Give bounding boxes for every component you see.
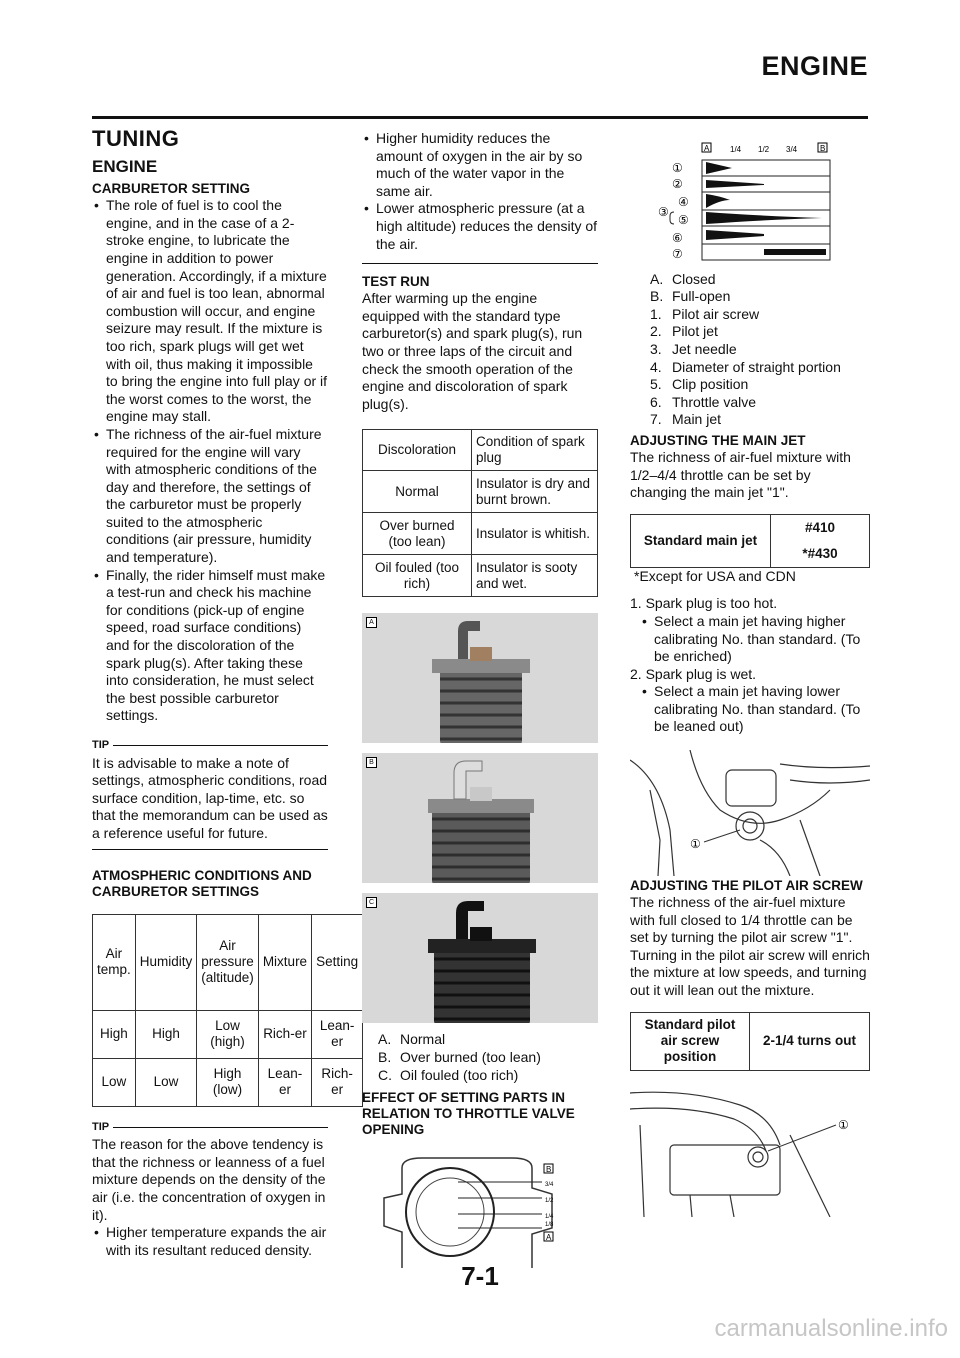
tip-label: TIP [92,1119,328,1137]
step: 1. Spark plug is too hot. [630,595,778,612]
table-cell: *#430 [771,541,870,568]
diagram-tick: 1/2 [545,1198,554,1205]
table-cell: Air temp. [93,914,136,1010]
caption-row: A. Closed [650,270,716,287]
photo-callout: ① [690,837,701,852]
caption-row: 4. Diameter of straight portion [650,358,841,375]
table-cell: Normal [363,471,472,513]
carb-bullet: • The role of fuel is to cool the engine, and in the case of a 2-stroke engine, to lubricate the engine in addition to power generation. Accordingly, if a mixture of air and fuel is too lean, abnormal combustion will occur, and engine seizure may result. If the mixture is too rich, spark plugs will get wet with oil, thus making it impossible to bring the engine into full play or if the worst comes to the worst, the engine may stall. [92,197,328,426]
table-row [363,471,598,513]
diagram-tick: 3/4 [545,1182,554,1189]
column-1 [92,126,359,1267]
chart-tick: 1/4 [730,145,742,154]
bullet: • Higher humidity reduces the amount of oxygen in the air by so much of the water vapor in the same air. [362,130,598,200]
table-cell: Standard main jet [631,514,771,567]
step-bullets [630,613,870,666]
table-cell: Low [93,1058,136,1106]
watermark: carmanualsonline.info [714,1315,948,1342]
table-cell: Low [135,1058,197,1106]
caption-row: 6. Throttle valve [650,393,757,410]
spark-plug-image [362,753,598,883]
table-row [631,1012,870,1070]
chart-label-a: A [704,144,710,153]
table-cell: Lean-er [258,1058,311,1106]
table-row [363,430,598,471]
tip-box-1 [92,737,328,850]
carb-setting-heading: CARBURETOR SETTING [92,181,251,197]
table-cell: 2-1/4 turns out [750,1012,870,1070]
section-title: TUNING [92,126,180,151]
table-cell: Over burned (too lean) [363,513,472,555]
photo-callout: ① [838,1117,849,1132]
table-row [93,914,363,1010]
caption-row: 3. Jet needle [650,340,737,357]
section-rule [362,263,598,264]
table-row [363,555,598,597]
main-jet-text: The richness of air-fuel mixture with 1/2–4/4 throttle can be set by changing the main jet "1". [630,448,851,501]
table-cell: Rich-er [258,1010,311,1058]
caption-row: A. Normal [378,1031,446,1048]
caption-row: B. Over burned (too lean) [378,1048,541,1065]
table-cell: Insulator is sooty and wet. [472,555,598,597]
table-cell: Low (high) [197,1010,259,1058]
table-cell: Oil fouled (too rich) [363,555,472,597]
spark-plug-image [362,893,598,1023]
tip-bullets [92,1224,328,1259]
table-cell: Condition of spark plug [472,430,598,471]
table-cell: #410 [771,514,870,541]
step-bullet: • Select a main jet having lower calibrating No. than standard. (To be leaned out) [640,683,870,736]
diagram-label-a: A [546,1233,552,1243]
main-jet-photo [630,750,870,876]
page-header-title: ENGINE [761,51,868,81]
tip-label: TIP [92,737,328,755]
table-row [93,1010,363,1058]
pilot-screw-heading: ADJUSTING THE PILOT AIR SCREW [630,878,863,894]
humidity-bullets [362,130,598,253]
pilot-screw-line-drawing [630,1085,870,1217]
chart-num: ③ [658,205,669,219]
caption-row: C. Oil fouled (too rich) [378,1066,519,1083]
spark-plug-figure-overburned [362,753,598,883]
effect-heading: EFFECT OF SETTING PARTS IN RELATION TO THROTTLE VALVE OPENING [362,1090,575,1138]
figure-tag: B [366,757,377,768]
main-jet-table [630,514,870,568]
tip-box-2 [92,1119,328,1260]
carb-bullet: • The richness of the air-fuel mixture required for the engine will vary with atmospheric conditions of the day and therefore, the settings of the carburetor must be properly suited to the atmospheric conditions (air pressure, humidity and temperature). [92,426,328,567]
throttle-range-chart [630,130,870,262]
spark-plug-image [362,613,598,743]
main-jet-steps [630,595,870,736]
step-bullets [630,683,870,736]
diagram-label-b: B [546,1165,552,1175]
table-cell: Lean-er [312,1010,363,1058]
plug-captions [362,1031,598,1084]
tip-text: The reason for the above tendency is that the richness or leanness of a fuel mixture depends on the density of the air (i.e. the concentration of oxygen in it). [92,1136,326,1223]
column-2 [362,130,598,1283]
table-cell: Discoloration [363,430,472,471]
chart-label-b: B [820,144,826,153]
chart-num: ① [672,161,683,175]
spark-plug-figure-normal [362,613,598,743]
table-cell: High (low) [197,1058,259,1106]
table-cell: High [135,1010,197,1058]
table-row [363,513,598,555]
test-run-heading: TEST RUN [362,274,430,290]
diagram-tick: 1/4 [545,1214,554,1221]
caption-row: 2. Pilot jet [650,323,718,340]
chart-tick: 1/2 [758,145,770,154]
subsection-title: ENGINE [92,156,158,176]
table-cell: Air pressure (altitude) [197,914,259,1010]
tip-end-rule [92,849,328,850]
spark-plug-figure-fouled [362,893,598,1023]
step: 2. Spark plug is wet. [630,665,757,682]
main-jet-heading: ADJUSTING THE MAIN JET [630,432,806,448]
caption-row: 7. Main jet [650,411,722,428]
step-bullet: • Select a main jet having higher calibrating No. than standard. (To be enriched) [640,613,870,666]
table-cell: Humidity [135,914,197,1010]
chart-num: ⑦ [672,247,683,261]
table-cell: High [93,1010,136,1058]
table-row [631,514,870,541]
caption-row: B. Full-open [650,288,731,305]
table-cell: Insulator is dry and burnt brown. [472,471,598,513]
table-cell: Setting [312,914,363,1010]
table-cell: Insulator is whitish. [472,513,598,555]
main-jet-note: *Except for USA and CDN [634,567,796,584]
figure-tag: A [366,617,377,628]
caption-row: 1. Pilot air screw [650,305,760,322]
chart-num: ② [672,177,683,191]
chart-num: ④ [678,195,689,209]
table-cell: Rich-er [312,1058,363,1106]
tip-bullet: • Higher temperature expands the air with its resultant reduced density. [92,1224,328,1259]
tip-text: It is advisable to make a note of settings, atmospheric conditions, road surface condition, lap-time, etc. so that the memorandum can be used as a reference useful for future. [92,754,328,841]
plug-table [362,429,598,597]
table-cell: Standard pilot air screw position [631,1012,750,1070]
chart-captions [630,271,870,429]
carb-bullets [92,197,328,725]
diagram-tick: 1/8 [545,1222,554,1229]
column-3 [630,130,870,1217]
header-rule [92,116,868,119]
caption-row: 5. Clip position [650,376,749,393]
pilot-screw-table [630,1012,870,1071]
pilot-screw-photo [630,1085,870,1217]
page-number: 7-1 [461,1261,499,1291]
chart-tick: 3/4 [786,145,798,154]
chart-num: ⑥ [672,231,683,245]
test-run-text: After warming up the engine equipped with the standard type carburetor(s) and spark plug(s), run two or three laps of the circuit and check the smooth operation of the engine and discoloration of spark plug(s). [362,290,583,412]
chart-num: ⑤ [678,213,689,227]
pilot-screw-text: The richness of the air-fuel mixture with full closed to 1/4 throttle can be set by turning the pilot air screw "1". Turning in the pilot air screw will enrich the mixture at low speeds, and turning out it will lean out the mixture. [630,894,870,999]
atm-heading: ATMOSPHERIC CONDITIONS AND CARBURETOR SETTINGS [92,867,312,899]
figure-tag: C [366,897,377,908]
throttle-valve-diagram [362,1148,598,1278]
table-row [93,1058,363,1106]
table-cell: Mixture [258,914,311,1010]
bullet: • Lower atmospheric pressure (at a high altitude) reduces the density of the air. [362,200,598,253]
carb-bullet: • Finally, the rider himself must make a test-run and check his machine for conditions (pick-up of engine speed, road surface conditions) and for the discoloration of the spark plug(s). After taking these into consideration, he must select the best possible carburetor settings. [92,567,328,725]
atm-table [92,914,363,1107]
carburetor-line-drawing [630,750,870,876]
